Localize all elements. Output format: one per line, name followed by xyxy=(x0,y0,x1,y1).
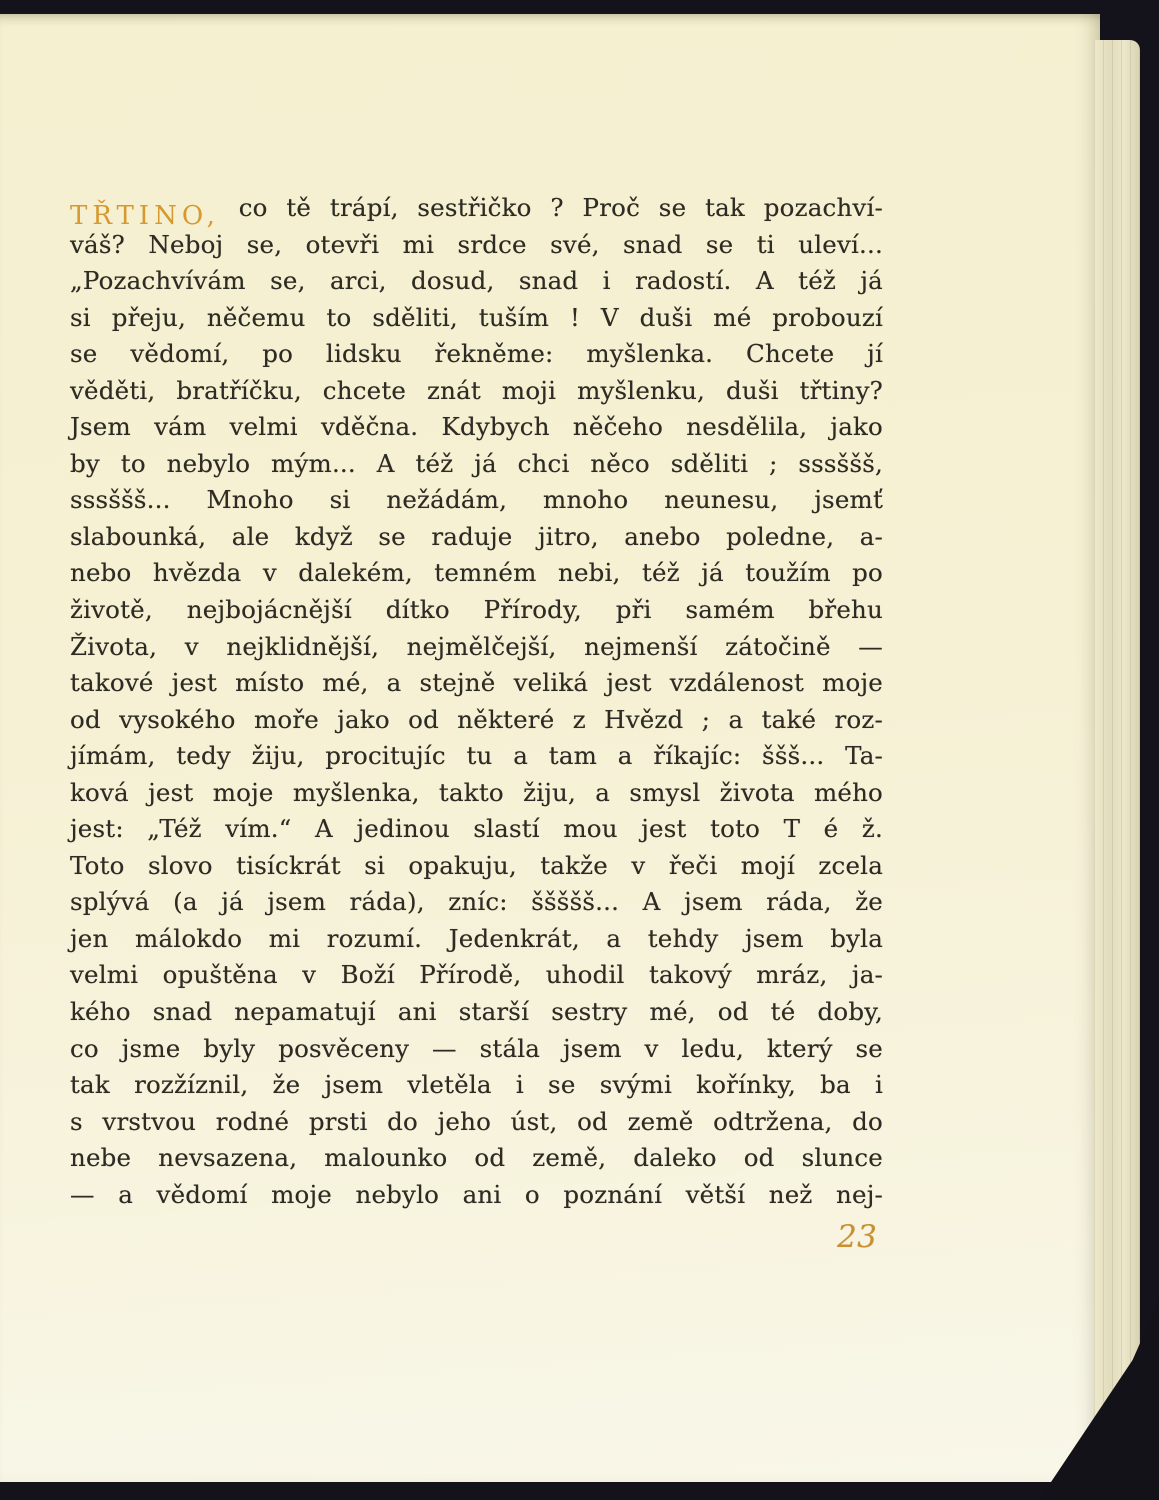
text-line: Toto slovo tisíckrát si opakuju, takže v řeči mojí zcela xyxy=(70,850,883,880)
text-block xyxy=(70,190,883,1257)
text-line: jest: „Též vím.“ A jedinou slastí mou jest toto T é ž. xyxy=(70,814,883,844)
text-line: si přeju, něčemu to sděliti, tuším ! V duši mé probouzí xyxy=(70,302,883,332)
text-line: sssššš... Mnoho si nežádám, mnoho neunesu, jsemť xyxy=(70,485,883,515)
text-line: s vrstvou rodné prsti do jeho úst, od země odtržena, do xyxy=(70,1106,883,1136)
text-line: tak rozžíznil, že jsem vletěla i se svými kořínky, ba i xyxy=(70,1070,883,1100)
text-line: nebe nevsazena, malounko od země, daleko od slunce xyxy=(70,1143,883,1173)
first-text-line xyxy=(70,190,883,231)
text-line: se vědomí, po lidsku řekněme: myšlenka. Chcete jí xyxy=(70,339,883,369)
text-line: od vysokého moře jako od některé z Hvězd ; a také roz- xyxy=(70,704,883,734)
text-line: — a vědomí moje nebylo ani o poznání větší než nej- xyxy=(70,1179,883,1209)
text-line: Života, v nejklidnější, nejmělčejší, nejmenší zátočině — xyxy=(70,631,883,661)
text-line: kého snad nepamatují ani starší sestry mé, od té doby, xyxy=(70,997,883,1027)
text-line: nebo hvězda v dalekém, temném nebi, též já toužím po xyxy=(70,558,883,588)
text-line: ková jest moje myšlenka, takto žiju, a smysl života mého xyxy=(70,777,883,807)
page-number: 23 xyxy=(837,1219,877,1256)
text-line: věděti, bratříčku, chcete znát moji myšlenku, duši třtiny? xyxy=(70,375,883,405)
text-line: takové jest místo mé, a stejně veliká jest vzdálenost moje xyxy=(70,668,883,698)
text-line: váš? Neboj se, otevři mi srdce své, snad se ti uleví... xyxy=(70,229,883,259)
text-lines xyxy=(70,227,883,1214)
lead-word: TŘTINO, xyxy=(70,201,220,231)
text-line: co jsme byly posvěceny — stála jsem v ledu, který se xyxy=(70,1033,883,1063)
first-line-text: co tě trápí, sestřičko ? Proč se tak pozachví- xyxy=(238,193,883,222)
text-line: slabounká, ale když se raduje jitro, anebo poledne, a- xyxy=(70,521,883,551)
text-line: velmi opuštěna v Boží Přírodě, uhodil takový mráz, ja- xyxy=(70,960,883,990)
text-line: splývá (a já jsem ráda), zníc: ššššš... A jsem ráda, že xyxy=(70,887,883,917)
text-line: Jsem vám velmi vděčna. Kdybych něčeho nesdělila, jako xyxy=(70,412,883,442)
fore-edge-pages xyxy=(1094,40,1140,1470)
text-line: „Pozachvívám se, arci, dosud, snad i radostí. A též já xyxy=(70,266,883,296)
text-line: jen málokdo mi rozumí. Jedenkrát, a tehdy jsem byla xyxy=(70,923,883,953)
text-line: životě, nejbojácnější dítko Přírody, při samém břehu xyxy=(70,595,883,625)
text-line: by to nebylo mým... A též já chci něco sděliti ; sssššš, xyxy=(70,448,883,478)
book-page xyxy=(0,14,1100,1482)
text-line: jímám, tedy žiju, procitujíc tu a tam a říkajíc: ššš... Ta- xyxy=(70,741,883,771)
